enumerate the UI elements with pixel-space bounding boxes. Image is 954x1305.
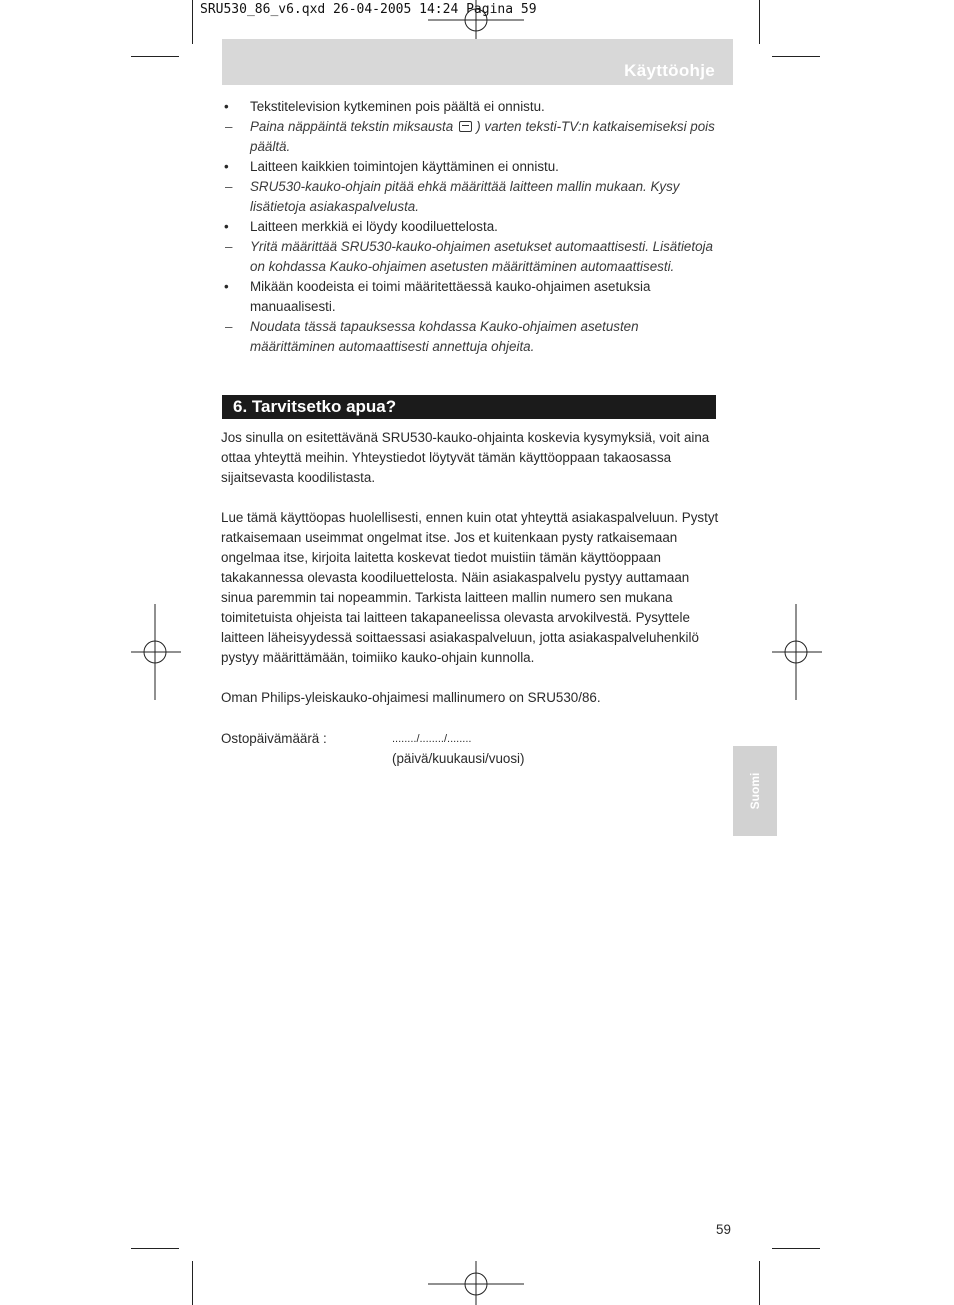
solution-text: SRU530-kauko-ohjain pitää ehkä määrittää laitteen mallin mukaan. Kysy lisätietoja asiakaspalvelusta. — [250, 179, 680, 214]
solution-text-after-icon: ) varten teksti-TV:n katkaisemiseksi pois päältä. — [250, 119, 715, 154]
dash: – — [225, 239, 233, 254]
problem-text: Laitteen kaikkien toimintojen käyttäminen ei onnistu. — [250, 159, 559, 174]
problem-item — [222, 217, 722, 237]
registration-mark-left — [131, 604, 181, 700]
solution-text-before-icon: Paina näppäintä tekstin miksausta — [250, 119, 454, 134]
problem-text: Tekstitelevision kytkeminen pois päältä ei onnistu. — [250, 99, 545, 114]
header-bar — [222, 39, 733, 85]
purchase-date-label: Ostopäivämäärä : — [221, 731, 327, 746]
dash: – — [225, 319, 233, 334]
solution-item — [222, 117, 722, 157]
problem-text: Mikään koodeista ei toimi määritettäessä kauko-ohjaimen asetuksia manuaalisesti. — [250, 279, 651, 314]
bullet: • — [224, 279, 229, 294]
registration-mark-bottom — [428, 1261, 524, 1305]
section-title: 6. Tarvitsetko apua? — [233, 397, 397, 416]
bullet: • — [224, 219, 229, 234]
problem-item — [222, 97, 722, 117]
solution-item — [222, 177, 722, 217]
help-text — [221, 428, 721, 728]
problem-text: Laitteen merkkiä ei löydy koodiluettelosta. — [250, 219, 498, 234]
section-heading-bar — [222, 395, 716, 419]
troubleshooting-list — [222, 97, 722, 357]
solution-item — [222, 237, 722, 277]
page-number: 59 — [716, 1222, 731, 1237]
dash: – — [225, 179, 233, 194]
problem-item — [222, 157, 722, 177]
solution-text: Yritä määrittää SRU530-kauko-ohjaimen asetukset automaattisesti. Lisätietoja on kohdassa Kauko-ohjaimen asetusten määrittäminen automaattisesti. — [250, 239, 713, 274]
language-tab-label: Suomi — [748, 772, 762, 810]
paragraph: Lue tämä käyttöopas huolellisesti, ennen kuin otat yhteyttä asiakaspalveluun. Pystyt ratkaisemaan useimmat ongelmat itse. Jos et kuitenkaan pysty ratkaisemaan ongelmaa itse, kirjoita laitetta koskevat tiedot muistiin tämän käyttöoppaan takakannessa olevasta koodiluettelosta. Näin asiakaspalvelu pystyy auttamaan sinua paremmin tai nopeammin. Tarkista laitteen mallin numero sen mukana toimitetuista ohjeista tai laitteen takapaneelissa olevasta arvokilvestä. Pysyttele laitteen läheisyydessä soittaessasi asiakaspalveluun, jotta asiakaspalveluhenkilö pystyy määrittämään, toimiiko kauko-ohjain kunnolla. — [221, 510, 719, 665]
purchase-date-value: ......../......../........ — [392, 733, 472, 745]
dash: – — [225, 119, 233, 134]
paragraph: Oman Philips-yleiskauko-ohjaimesi mallinumero on SRU530/86. — [221, 690, 601, 705]
language-tab — [733, 746, 777, 836]
file-slug: SRU530_86_v6.qxd 26-04-2005 14:24 Pagina 59 — [200, 2, 537, 17]
bullet: • — [224, 159, 229, 174]
header-title: Käyttöohje — [624, 61, 715, 80]
solution-text: Noudata tässä tapauksessa kohdassa Kauko-ohjaimen asetusten määrittäminen automaattisesti annettuja ohjeita. — [250, 319, 639, 354]
purchase-date-format-hint: (päivä/kuukausi/vuosi) — [392, 751, 525, 766]
teletext-mix-icon — [459, 121, 472, 132]
bullet: • — [224, 99, 229, 114]
solution-item — [222, 317, 722, 357]
registration-mark-right — [772, 604, 822, 700]
registration-mark-top — [428, 0, 524, 44]
paragraph: Jos sinulla on esitettävänä SRU530-kauko-ohjainta koskevia kysymyksiä, voit aina ottaa yhteyttä meihin. Yhteystiedot löytyvät tämän käyttöoppaan takaosassa sijaitsevasta koodilistasta. — [221, 430, 710, 485]
problem-item — [222, 277, 722, 317]
